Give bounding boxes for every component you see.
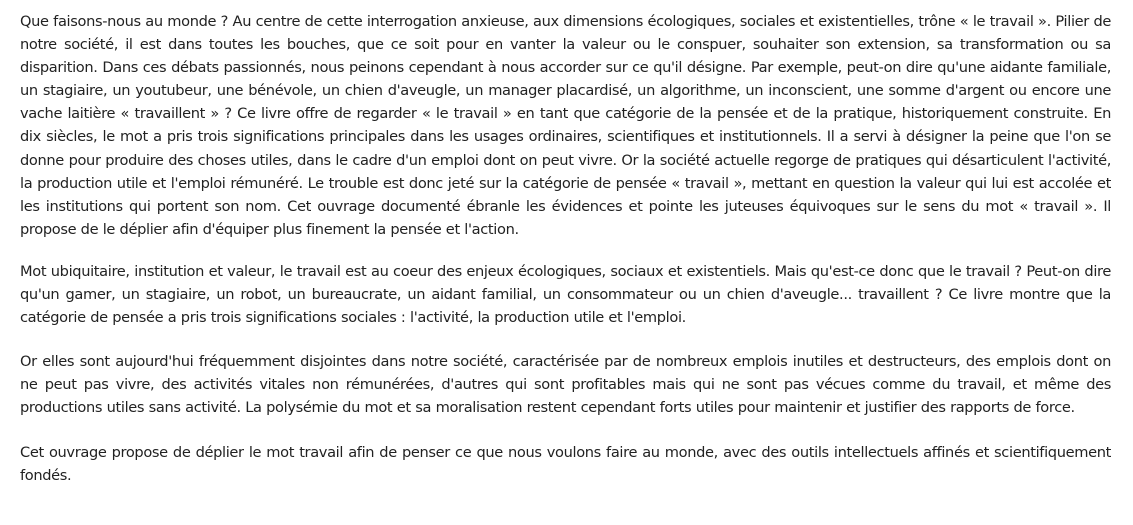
paragraph-disjunction: Or elles sont aujourd'hui fréquemment disjointes dans notre société, caractérisée par de nombreux emplois inutiles et destructeurs, des emplois dont on ne peut pas vivre, des activités vitales non rémunérées, d'autres qui sont profitables mais qui ne sont pas vécues comme du travail, et même des productions utiles sans activité. La polysémie du mot et sa moralisation restent cependant forts utiles pour maintenir et justifier des rapports de force. — [20, 353, 1111, 417]
paragraph-summary: Mot ubiquitaire, institution et valeur, le travail est au coeur des enjeux écologiques, sociaux et existentiels. Mais qu'est-ce donc que le travail ? Peut-on dire qu'un gamer, un stagiaire, un robot, un bureaucrate, un aidant familial, un consommateur ou un chien d'aveugle... travaillent ? Ce livre montre que la catégorie de pensée a pris trois significations sociales : l'activité, la production utile et l'emploi. — [20, 262, 1111, 327]
paragraph-intro: Que faisons-nous au monde ? Au centre de cette interrogation anxieuse, aux dimensions écologiques, sociales et existentielles, trône « le travail ». Pilier de notre société, il est dans toutes les bouches, que ce soit pour en vanter la valeur ou le conspuer, souhaiter son extension, sa transformation ou sa disparition. Dans ces débats passionnés, nous peinons cependant à nous accorder sur ce qu'il désigne. Par exemple, peut-on dire qu'une aidante familiale, un stagiaire, un youtubeur, une bénévole, un chien d'aveugle, un manager placardisé, un algorithme, un inconscient, une somme d'argent ou encore une vache laitière « travaillent » ? Ce livre offre de regarder « le travail » en tant que catégorie de la pensée et de la pratique, historiquement construite. En dix siècles, le mot a pris trois significations principales dans les usages ordinaires, scientifiques et institutionnels. Il a servi à désigner la peine que l'on se donne pour produire des choses utiles, dans le cadre d'un emploi dont on peut vivre. Or la société actuelle regorge de pratiques qui désarticulent l'activité, la production utile et l'emploi rémunéré. Le trouble est donc jeté sur la catégorie de pensée « travail », mettant en question la valeur qui lui est accolée et les institutions qui portent son nom. Cet ouvrage documenté ébranle les évidences et pointe les juteuses équivoques sur le sens du mot « travail ». Il propose de le déplier afin d'équiper plus finement la pensée et l'action. — [20, 13, 1111, 238]
paragraph-conclusion: Cet ouvrage propose de déplier le mot travail afin de penser ce que nous voulons faire au monde, avec des outils intellectuels affinés et scientifiquement fondés. — [20, 443, 1111, 484]
book-description — [20, 10, 1111, 506]
